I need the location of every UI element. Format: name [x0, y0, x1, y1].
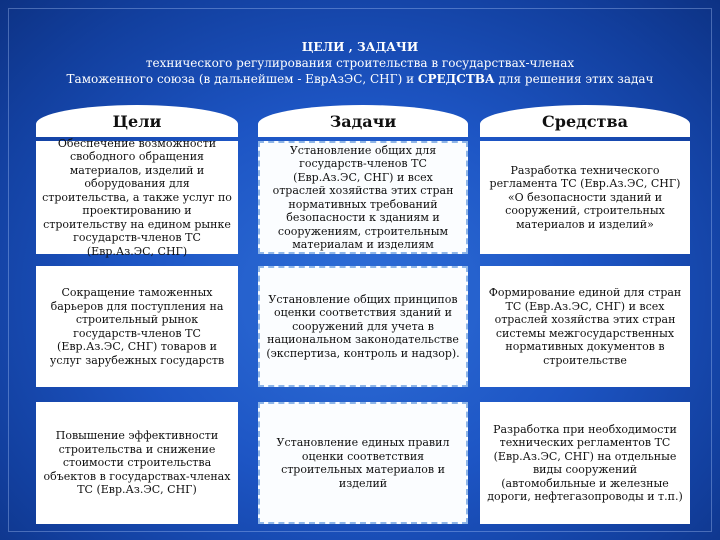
means-text-3: Разработка при необходимости технических регламентов ТС (Евр.Аз.ЭС, СНГ) на отдельные виды сооружений (автомобильные и железные дороги, нефтегазопроводы и т.п.)	[487, 422, 683, 503]
means-cell-1	[480, 141, 690, 254]
title-line-2: технического регулирования строительства в государствах-членах	[145, 56, 575, 70]
goal-cell-1	[36, 136, 238, 258]
task-text-2: Установление общих принципов оценки соответствия зданий и сооружений для учета в национальном законодательстве (экспертиза, контроль и надзор).	[266, 292, 460, 360]
means-cell-2	[480, 266, 690, 387]
goal-text-1: Обеспечение возможности свободного обращения материалов, изделий и оборудования для строительства, а также услуг по проектированию и строительству на едином рынке государств-членов ТС (Евр.Аз.ЭС, СНГ)	[42, 136, 232, 258]
title-line-3	[60, 71, 660, 87]
header-means: Средства	[480, 105, 690, 137]
goal-cell-2	[36, 266, 238, 387]
title-line-3-part-a: Таможенного союза (в дальнейшем - ЕврАзЭС, СНГ) и	[66, 72, 418, 86]
slide-title	[60, 27, 660, 97]
task-cell-2	[258, 266, 468, 387]
header-tasks: Задачи	[258, 105, 468, 137]
title-means-emphasis: СРЕДСТВА	[417, 72, 495, 86]
means-cell-3	[480, 402, 690, 524]
goal-text-2: Сокращение таможенных барьеров для поступления на строительный рынок государств-членов ТС (Евр.Аз.ЭС, СНГ) товаров и услуг зарубежных государств	[49, 286, 225, 367]
title-line-1: ЦЕЛИ , ЗАДАЧИ	[301, 40, 419, 54]
task-text-3: Установление единых правил оценки соответствия строительных материалов и изделий	[276, 436, 450, 490]
task-cell-3	[258, 402, 468, 524]
means-text-2: Формирование единой для стран ТС (Евр.Аз.ЭС, СНГ) и всех отраслей хозяйства этих стран системы межгосударственных нормативных документов в строительстве	[488, 286, 682, 367]
task-cell-1	[258, 141, 468, 254]
goal-cell-3	[36, 402, 238, 524]
header-goals: Цели	[36, 105, 238, 137]
goal-text-3: Повышение эффективности строительства и снижение стоимости строительства объектов в государствах-членах ТС (Евр.Аз.ЭС, СНГ)	[43, 429, 231, 497]
task-text-1: Установление общих для государств-членов ТС (Евр.Аз.ЭС, СНГ) и всех отраслей хозяйства этих стран нормативных требований безопасности к зданиям и сооружениям, строительным материалам и изделиям	[272, 143, 454, 251]
title-line-3-part-c: для решения этих задач	[494, 72, 654, 86]
means-text-1: Разработка технического регламента ТС (Евр.Аз.ЭС, СНГ) «О безопасности зданий и сооружений, строительных материалов и изделий»	[489, 163, 681, 231]
